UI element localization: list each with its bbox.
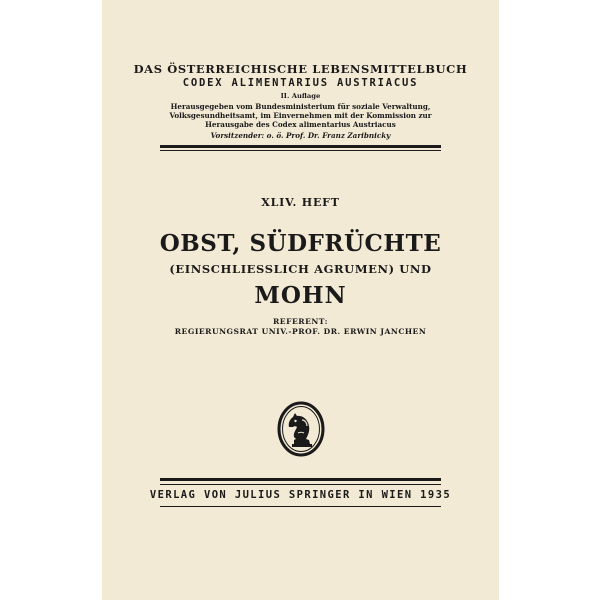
volume-number: XLIV. HEFT <box>261 196 340 209</box>
footer-rule-bottom <box>160 506 441 507</box>
springer-knight-logo-icon <box>272 400 330 458</box>
referent-name: REGIERUNGSRAT UNIV.-PROF. DR. ERWIN JANCHEN <box>174 327 427 336</box>
book-title: OBST, SÜDFRÜCHTE <box>159 230 442 257</box>
footer-rule-thick <box>160 478 441 481</box>
publisher-imprint: VERLAG VON JULIUS SPRINGER IN WIEN 1935 <box>149 489 452 501</box>
edition-label: II. Auflage <box>280 92 321 100</box>
series-subtitle: CODEX ALIMENTARIUS AUSTRIACUS <box>182 77 419 89</box>
book-title-second: MOHN <box>254 282 347 309</box>
book-subtitle: (EINSCHLIESSLICH AGRUMEN) UND <box>169 262 432 276</box>
referent-label: REFERENT: <box>272 317 328 326</box>
header-rule-thick <box>160 145 441 148</box>
footer-rule-thin <box>160 484 441 485</box>
header-rule-thin <box>160 150 441 151</box>
series-title: DAS ÖSTERREICHISCHE LEBENSMITTELBUCH <box>133 62 468 76</box>
chair-line: Vorsitzender: o. ö. Prof. Dr. Franz Zaribnicky <box>210 131 391 140</box>
publisher-note-line-1: Herausgegeben vom Bundesministerium für soziale Verwaltung, <box>170 102 431 111</box>
book-cover <box>102 0 499 600</box>
publisher-note-line-3: Herausgabe des Codex alimentarius Austriacus <box>205 120 396 129</box>
publisher-note-line-2: Volksgesundheitsamt, im Einvernehmen mit der Kommission zur <box>169 111 432 120</box>
